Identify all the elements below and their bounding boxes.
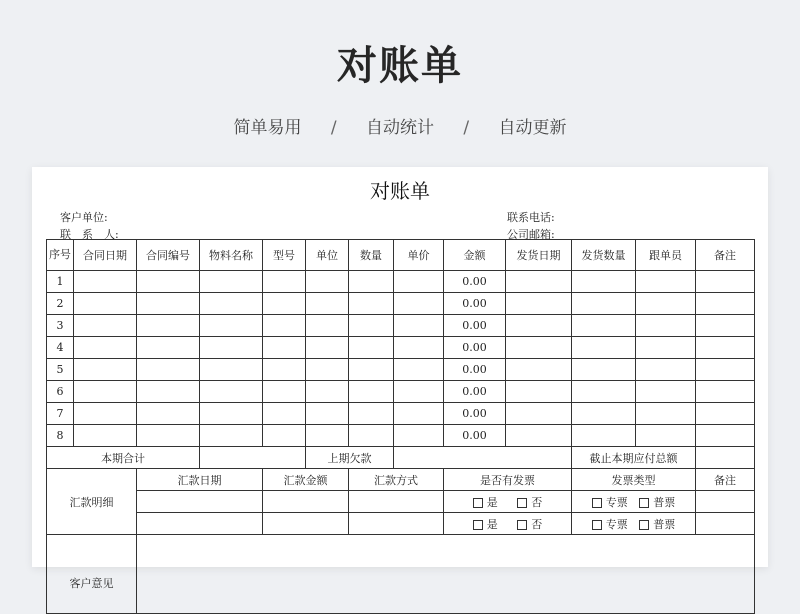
cell-model[interactable] [263, 293, 306, 315]
cell-contract-date[interactable] [74, 425, 137, 447]
col-seq-header: 序号 [47, 240, 74, 271]
cell-amount: 0.00 [444, 381, 506, 403]
invoice-yes-checkbox[interactable] [473, 498, 483, 508]
table-row [47, 315, 755, 337]
cell-contract-no[interactable] [137, 403, 200, 425]
summary-row [47, 447, 755, 469]
normal-invoice-label: 普票 [653, 517, 676, 531]
cell-contract-no[interactable] [137, 359, 200, 381]
normal-invoice-checkbox[interactable] [639, 498, 649, 508]
cell-qty[interactable] [349, 359, 394, 381]
cell-material[interactable] [200, 271, 263, 293]
cell-unit[interactable] [306, 315, 349, 337]
cell-model[interactable] [263, 315, 306, 337]
special-invoice-label: 专票 [605, 495, 628, 509]
cell-amount: 0.00 [444, 403, 506, 425]
cell-ship-qty[interactable] [572, 293, 636, 315]
cell-contract-date[interactable] [74, 403, 137, 425]
customer-opinion-label: 客户意见 [47, 535, 137, 614]
cell-price[interactable] [394, 381, 444, 403]
cell-amount: 0.00 [444, 425, 506, 447]
remit-date-cell[interactable] [137, 513, 263, 535]
cell-amount: 0.00 [444, 337, 506, 359]
row-seq: 3 [47, 315, 74, 337]
cell-qty[interactable] [349, 293, 394, 315]
cell-amount: 0.00 [444, 293, 506, 315]
cell-price[interactable] [394, 293, 444, 315]
row-seq: 7 [47, 403, 74, 425]
col-material-header: 物料名称 [200, 240, 263, 271]
cell-unit[interactable] [306, 425, 349, 447]
cell-material[interactable] [200, 315, 263, 337]
cell-contract-date[interactable] [74, 359, 137, 381]
remit-remark-cell[interactable] [696, 491, 755, 513]
row-seq: 5 [47, 359, 74, 381]
cell-unit[interactable] [306, 271, 349, 293]
invoice-no-label: 否 [531, 517, 543, 531]
period-total-value[interactable] [200, 447, 306, 469]
cell-qty[interactable] [349, 403, 394, 425]
cell-contract-date[interactable] [74, 337, 137, 359]
cell-remark[interactable] [696, 315, 755, 337]
customer-opinion-row [47, 535, 755, 614]
invoice-type-cell [572, 513, 696, 535]
invoice-yes-label: 是 [486, 517, 498, 531]
cell-ship-qty[interactable] [572, 337, 636, 359]
col-follower-header: 跟单员 [636, 240, 696, 271]
normal-invoice-checkbox[interactable] [639, 520, 649, 530]
cell-follower[interactable] [636, 337, 696, 359]
cell-qty[interactable] [349, 425, 394, 447]
cell-material[interactable] [200, 381, 263, 403]
hero-title: 对账单 [337, 43, 463, 89]
cell-ship-qty[interactable] [572, 271, 636, 293]
table-row [47, 403, 755, 425]
col-contract-no-header: 合同编号 [137, 240, 200, 271]
cell-contract-date[interactable] [74, 293, 137, 315]
cell-remark[interactable] [696, 293, 755, 315]
cell-contract-date[interactable] [74, 381, 137, 403]
row-seq: 2 [47, 293, 74, 315]
cell-ship-date[interactable] [506, 359, 572, 381]
cell-contract-no[interactable] [137, 381, 200, 403]
cell-ship-date[interactable] [506, 403, 572, 425]
col-qty-header: 数量 [349, 240, 394, 271]
remit-method-cell[interactable] [349, 513, 444, 535]
cell-contract-date[interactable] [74, 271, 137, 293]
cell-price[interactable] [394, 337, 444, 359]
remit-method-header: 汇款方式 [349, 469, 444, 491]
cell-model[interactable] [263, 425, 306, 447]
cell-follower[interactable] [636, 315, 696, 337]
remit-header-row [47, 469, 755, 491]
cell-model[interactable] [263, 359, 306, 381]
cell-follower[interactable] [636, 425, 696, 447]
feature-easy: 简单易用 [233, 118, 302, 138]
remit-date-cell[interactable] [137, 491, 263, 513]
customer-opinion-field[interactable] [137, 535, 755, 614]
remit-amount-header: 汇款金额 [263, 469, 349, 491]
invoice-yes-checkbox[interactable] [473, 520, 483, 530]
special-invoice-checkbox[interactable] [592, 498, 602, 508]
col-ship-qty-header: 发货数量 [572, 240, 636, 271]
row-seq: 6 [47, 381, 74, 403]
special-invoice-label: 专票 [605, 517, 628, 531]
cell-amount: 0.00 [444, 315, 506, 337]
cell-ship-qty[interactable] [572, 425, 636, 447]
special-invoice-checkbox[interactable] [592, 520, 602, 530]
cell-ship-qty[interactable] [572, 381, 636, 403]
invoice-header: 是否有发票 [444, 469, 572, 491]
remit-remark-header: 备注 [696, 469, 755, 491]
invoice-no-checkbox[interactable] [517, 498, 527, 508]
cell-ship-qty[interactable] [572, 315, 636, 337]
cell-ship-qty[interactable] [572, 403, 636, 425]
feature-auto-stats: 自动统计 [366, 118, 434, 138]
feature-auto-update: 自动更新 [498, 118, 567, 138]
cell-follower[interactable] [636, 293, 696, 315]
feature-separator: / [463, 118, 470, 138]
phone-label: 联系电话: [507, 211, 555, 224]
email-label: 公司邮箱: [507, 228, 555, 241]
cell-follower[interactable] [636, 381, 696, 403]
cell-price[interactable] [394, 271, 444, 293]
remit-amount-cell[interactable] [263, 491, 349, 513]
statement-table [46, 239, 755, 614]
cell-follower[interactable] [636, 403, 696, 425]
cell-remark[interactable] [696, 425, 755, 447]
invoice-choice-cell [444, 491, 572, 513]
table-row [47, 293, 755, 315]
cell-remark[interactable] [696, 359, 755, 381]
col-amount-header: 金额 [444, 240, 506, 271]
table-row [47, 271, 755, 293]
invoice-yes-label: 是 [486, 495, 498, 509]
cell-ship-date[interactable] [506, 271, 572, 293]
invoice-choice-cell [444, 513, 572, 535]
prev-debt-label: 上期欠款 [306, 447, 394, 469]
cell-ship-date[interactable] [506, 381, 572, 403]
cell-price[interactable] [394, 315, 444, 337]
normal-invoice-label: 普票 [653, 495, 676, 509]
hero-features [0, 113, 800, 138]
col-unit-header: 单位 [306, 240, 349, 271]
cell-material[interactable] [200, 293, 263, 315]
cell-qty[interactable] [349, 315, 394, 337]
cell-remark[interactable] [696, 337, 755, 359]
cell-qty[interactable] [349, 271, 394, 293]
row-seq: 4 [47, 337, 74, 359]
table-row [47, 381, 755, 403]
row-seq: 1 [47, 271, 74, 293]
invoice-no-label: 否 [531, 495, 543, 509]
remit-date-header: 汇款日期 [137, 469, 263, 491]
remit-row [47, 491, 755, 513]
col-ship-date-header: 发货日期 [506, 240, 572, 271]
invoice-type-header: 发票类型 [572, 469, 696, 491]
cell-unit[interactable] [306, 337, 349, 359]
cell-ship-date[interactable] [506, 425, 572, 447]
table-row [47, 337, 755, 359]
row-seq: 8 [47, 425, 74, 447]
cell-price[interactable] [394, 359, 444, 381]
cell-ship-date[interactable] [506, 337, 572, 359]
feature-separator: / [330, 118, 337, 138]
cell-amount: 0.00 [444, 359, 506, 381]
period-total-label: 本期合计 [47, 447, 200, 469]
cell-material[interactable] [200, 359, 263, 381]
remit-amount-cell[interactable] [263, 513, 349, 535]
cell-material[interactable] [200, 425, 263, 447]
cell-remark[interactable] [696, 271, 755, 293]
remit-remark-cell[interactable] [696, 513, 755, 535]
cell-amount: 0.00 [444, 271, 506, 293]
col-contract-date-header: 合同日期 [74, 240, 137, 271]
cell-price[interactable] [394, 403, 444, 425]
table-row [47, 359, 755, 381]
cell-material[interactable] [200, 403, 263, 425]
cell-remark[interactable] [696, 381, 755, 403]
cell-contract-no[interactable] [137, 293, 200, 315]
cell-follower[interactable] [636, 271, 696, 293]
cell-contract-no[interactable] [137, 315, 200, 337]
cell-model[interactable] [263, 403, 306, 425]
document-title: 对账单 [370, 179, 430, 203]
col-price-header: 单价 [394, 240, 444, 271]
cell-remark[interactable] [696, 403, 755, 425]
invoice-type-cell [572, 491, 696, 513]
cell-unit[interactable] [306, 381, 349, 403]
statement-sheet [32, 167, 768, 590]
col-model-header: 型号 [263, 240, 306, 271]
cell-model[interactable] [263, 381, 306, 403]
cell-qty[interactable] [349, 337, 394, 359]
remit-method-cell[interactable] [349, 491, 444, 513]
cell-contract-no[interactable] [137, 425, 200, 447]
header-row [47, 240, 755, 271]
cell-qty[interactable] [349, 381, 394, 403]
cell-follower[interactable] [636, 359, 696, 381]
cell-unit[interactable] [306, 359, 349, 381]
col-remark-header: 备注 [696, 240, 755, 271]
cell-ship-qty[interactable] [572, 359, 636, 381]
due-total-value[interactable] [696, 447, 755, 469]
contact-label: 联 系 人: [60, 228, 119, 241]
invoice-no-checkbox[interactable] [517, 520, 527, 530]
due-total-label: 截止本期应付总额 [572, 447, 696, 469]
cell-material[interactable] [200, 337, 263, 359]
cell-contract-date[interactable] [74, 315, 137, 337]
customer-unit-label: 客户单位: [60, 211, 108, 224]
remit-section-label: 汇款明细 [47, 469, 137, 535]
prev-debt-value[interactable] [394, 447, 572, 469]
cell-price[interactable] [394, 425, 444, 447]
cell-ship-date[interactable] [506, 293, 572, 315]
cell-unit[interactable] [306, 403, 349, 425]
cell-model[interactable] [263, 337, 306, 359]
cell-ship-date[interactable] [506, 315, 572, 337]
cell-contract-no[interactable] [137, 271, 200, 293]
cell-unit[interactable] [306, 293, 349, 315]
cell-contract-no[interactable] [137, 337, 200, 359]
remit-row [47, 513, 755, 535]
table-row [47, 425, 755, 447]
cell-model[interactable] [263, 271, 306, 293]
